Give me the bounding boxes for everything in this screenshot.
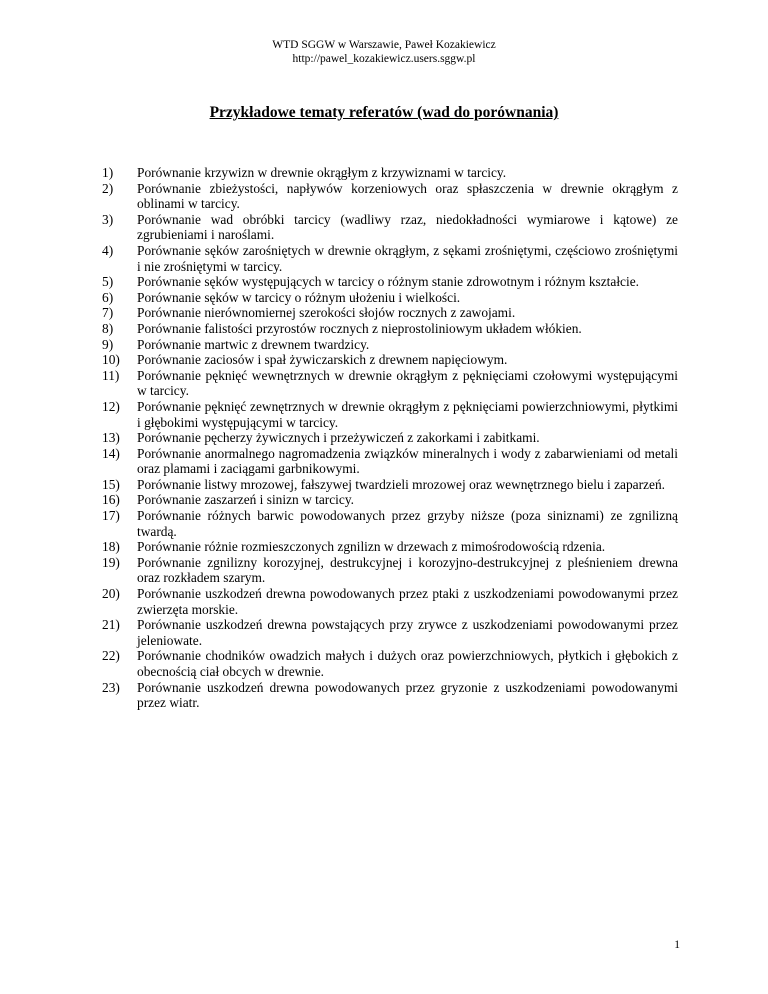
topic-item bbox=[102, 337, 678, 353]
topic-item bbox=[102, 555, 678, 586]
topic-number: 8) bbox=[102, 320, 114, 336]
topic-item bbox=[102, 368, 678, 399]
topic-text: Porównanie martwic z drewnem twardzicy. bbox=[137, 336, 370, 352]
topic-number: 2) bbox=[102, 180, 114, 196]
topic-item bbox=[102, 430, 678, 446]
topic-item bbox=[102, 508, 678, 539]
topic-text: Porównanie różnie rozmieszczonych zgnilizn w drzewach z mimośrodowością rdzenia. bbox=[137, 539, 606, 555]
topic-number: 5) bbox=[102, 274, 114, 290]
topic-text: Porównanie nierównomiernej szerokości słojów rocznych z zawojami. bbox=[137, 305, 516, 321]
topic-number: 3) bbox=[102, 211, 114, 227]
topic-item bbox=[102, 492, 678, 508]
topic-text: Porównanie pęknięć zewnętrznych w drewnie okrągłym z pęknięciami powierzchniowymi, płytkimi i głębokimi występującymi w tarcicy. bbox=[137, 398, 678, 430]
topic-number: 12) bbox=[102, 398, 120, 414]
topic-item bbox=[102, 648, 678, 679]
topic-text: Porównanie anormalnego nagromadzenia związków mineralnych i wody z zabarwieniami od metali oraz plamami i zaciągami garbnikowymi. bbox=[137, 445, 678, 477]
topic-text: Porównanie zbieżystości, napływów korzeniowych oraz spłaszczenia w drewnie okrągłym z oblinami w tarcicy. bbox=[137, 180, 678, 212]
topic-item bbox=[102, 165, 678, 181]
topic-number: 18) bbox=[102, 539, 120, 555]
topic-text: Porównanie zaciosów i spał żywiczarskich z drewnem napięciowym. bbox=[137, 352, 508, 368]
topic-number: 13) bbox=[102, 430, 120, 446]
page-header bbox=[0, 38, 768, 66]
topic-number: 1) bbox=[102, 165, 114, 180]
topic-text: Porównanie różnych barwic powodowanych przez grzyby niższe (poza siniznami) ze zgnilizną twardą. bbox=[137, 508, 678, 539]
topic-text: Porównanie chodników owadzich małych i dużych oraz powierzchniowych, płytkich i głębokich z obecnością ciał obcych w drewnie. bbox=[137, 648, 678, 679]
topic-text: Porównanie pęknięć wewnętrznych w drewnie okrągłym z pęknięciami czołowymi występującymi w tarcicy. bbox=[137, 367, 678, 399]
topic-number: 9) bbox=[102, 336, 114, 352]
topic-item bbox=[102, 290, 678, 306]
topic-number: 11) bbox=[102, 367, 120, 383]
topic-number: 6) bbox=[102, 289, 114, 305]
topic-number: 7) bbox=[102, 305, 114, 321]
topic-text: Porównanie zgnilizny korozyjnej, destrukcyjnej i korozyjno-destrukcyjnej z pleśnieniem drewna oraz rozkładem szarym. bbox=[137, 554, 678, 586]
topic-text: Porównanie pęcherzy żywicznych i przeżywiczeń z zakorkami i zabitkami. bbox=[137, 430, 540, 446]
topic-text: Porównanie uszkodzeń drewna powstających przy zrywce z uszkodzeniami powodowanymi przez jeleniowate. bbox=[137, 617, 678, 648]
topic-number: 22) bbox=[102, 648, 120, 664]
topic-number: 23) bbox=[102, 679, 120, 695]
topic-text: Porównanie krzywizn w drewnie okrągłym z krzywiznami w tarcicy. bbox=[137, 165, 507, 180]
topic-item bbox=[102, 680, 678, 711]
topic-text: Porównanie sęków zarośniętych w drewnie okrągłym, z sękami zrośniętymi, częściowo zrośniętymi i nie zrośniętymi w tarcicy. bbox=[137, 242, 678, 274]
topic-number: 10) bbox=[102, 352, 120, 368]
topic-item bbox=[102, 352, 678, 368]
topic-item bbox=[102, 539, 678, 555]
topic-item bbox=[102, 305, 678, 321]
topic-item bbox=[102, 321, 678, 337]
topic-item bbox=[102, 274, 678, 290]
topic-item bbox=[102, 181, 678, 212]
topic-item bbox=[102, 586, 678, 617]
topic-text: Porównanie falistości przyrostów rocznych z nieprostoliniowym układem włókien. bbox=[137, 320, 582, 336]
topic-item bbox=[102, 477, 678, 493]
header-url-line: http://pawel_kozakiewicz.users.sggw.pl bbox=[292, 53, 476, 65]
topic-text: Porównanie listwy mrozowej, fałszywej twardzieli mrozowej oraz wewnętrznego bielu i zaparzeń. bbox=[137, 476, 665, 492]
topic-text: Porównanie sęków w tarcicy o różnym ułożeniu i wielkości. bbox=[137, 289, 461, 305]
topic-text: Porównanie uszkodzeń drewna powodowanych przez ptaki z uszkodzeniami powodowanymi przez zwierzęta morskie. bbox=[137, 586, 678, 617]
topic-item bbox=[102, 399, 678, 430]
topic-number: 15) bbox=[102, 476, 120, 492]
topic-number: 14) bbox=[102, 445, 120, 461]
topic-item bbox=[102, 212, 678, 243]
page-number: 1 bbox=[674, 939, 680, 951]
topic-item bbox=[102, 446, 678, 477]
topic-number: 19) bbox=[102, 554, 120, 570]
topic-number: 20) bbox=[102, 586, 120, 602]
header-author-line: WTD SGGW w Warszawie, Paweł Kozakiewicz bbox=[272, 39, 496, 51]
topics-list bbox=[102, 165, 678, 711]
topic-text: Porównanie sęków występujących w tarcicy o różnym stanie zdrowotnym i różnym kształcie. bbox=[137, 274, 640, 290]
topic-text: Porównanie wad obróbki tarcicy (wadliwy rzaz, niedokładności wymiarowe i kątowe) ze zgrubieniami i naroślami. bbox=[137, 211, 678, 243]
topic-item bbox=[102, 243, 678, 274]
topic-number: 4) bbox=[102, 242, 114, 258]
topic-number: 16) bbox=[102, 492, 120, 508]
document-title: Przykładowe tematy referatów (wad do porównania) bbox=[209, 104, 559, 121]
topic-number: 17) bbox=[102, 508, 120, 524]
topic-number: 21) bbox=[102, 617, 120, 633]
topic-item bbox=[102, 617, 678, 648]
topic-text: Porównanie zaszarzeń i sinizn w tarcicy. bbox=[137, 492, 355, 508]
topic-text: Porównanie uszkodzeń drewna powodowanych przez gryzonie z uszkodzeniami powodowanymi przez wiatr. bbox=[137, 679, 678, 711]
